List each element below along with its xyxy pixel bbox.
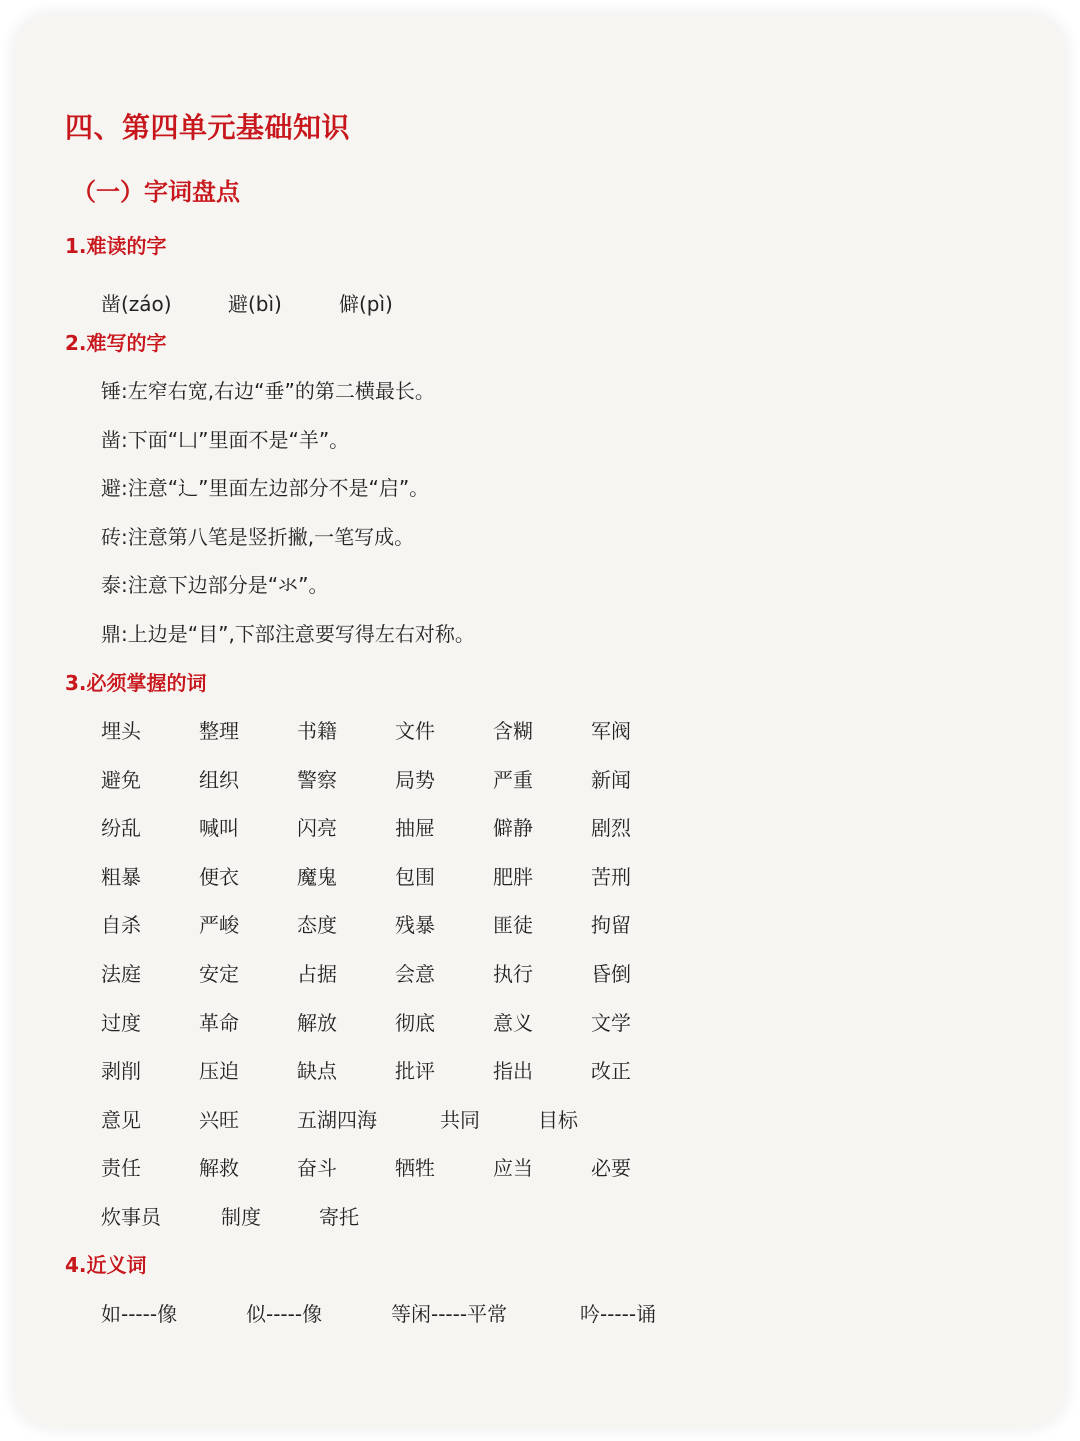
vocab-word: 喊叫 <box>199 816 239 840</box>
vocab-word: 自杀 <box>101 913 141 937</box>
vocab-word: 解救 <box>199 1156 239 1180</box>
page-card <box>14 14 1066 1427</box>
vocab-word: 意见 <box>101 1108 141 1132</box>
pinyin-item: 避(bì) <box>228 292 282 316</box>
vocab-word: 拘留 <box>591 913 631 937</box>
writing-note: 凿:下面“凵”里面不是“羊”。 <box>101 428 350 452</box>
vocab-word: 共同 <box>440 1108 480 1132</box>
vocab-word: 态度 <box>297 913 337 937</box>
vocab-word: 寄托 <box>319 1205 359 1229</box>
vocab-word: 避免 <box>101 768 141 792</box>
vocab-word: 法庭 <box>101 962 141 986</box>
vocab-word: 局势 <box>395 768 435 792</box>
vocab-word: 压迫 <box>199 1059 239 1083</box>
vocab-word: 文件 <box>395 719 435 743</box>
vocab-word: 五湖四海 <box>297 1108 377 1132</box>
vocab-word: 文学 <box>591 1011 631 1035</box>
heading-must-master-words: 3.必须掌握的词 <box>65 671 207 695</box>
writing-note: 泰:注意下边部分是“氺”。 <box>101 573 329 597</box>
vocab-word: 残暴 <box>395 913 435 937</box>
heading-hard-to-read: 1.难读的字 <box>65 234 167 258</box>
pinyin-item: 凿(záo) <box>101 292 172 316</box>
vocab-word: 包围 <box>395 865 435 889</box>
vocab-word: 占据 <box>297 962 337 986</box>
vocab-word: 批评 <box>395 1059 435 1083</box>
vocab-word: 严峻 <box>199 913 239 937</box>
vocab-word: 新闻 <box>591 768 631 792</box>
synonym-pair: 如-----像 <box>101 1302 178 1326</box>
document-content <box>14 14 1066 1427</box>
vocab-word: 僻静 <box>493 816 533 840</box>
vocab-word: 军阀 <box>591 719 631 743</box>
vocab-word: 抽屉 <box>395 816 435 840</box>
vocab-word: 应当 <box>493 1156 533 1180</box>
vocab-word: 剧烈 <box>591 816 631 840</box>
vocab-word: 革命 <box>199 1011 239 1035</box>
vocab-word: 组织 <box>199 768 239 792</box>
vocab-word: 闪亮 <box>297 816 337 840</box>
vocab-word: 缺点 <box>297 1059 337 1083</box>
vocab-word: 整理 <box>199 719 239 743</box>
writing-note: 砖:注意第八笔是竖折撇,一笔写成。 <box>101 525 415 549</box>
vocab-word: 肥胖 <box>493 865 533 889</box>
writing-note: 避:注意“辶”里面左边部分不是“启”。 <box>101 476 430 500</box>
page-title: 四、第四单元基础知识 <box>65 111 351 144</box>
section-subtitle: （一）字词盘点 <box>72 178 240 206</box>
vocab-word: 匪徒 <box>493 913 533 937</box>
vocab-word: 必要 <box>591 1156 631 1180</box>
vocab-word: 警察 <box>297 768 337 792</box>
vocab-word: 会意 <box>395 962 435 986</box>
vocab-word: 责任 <box>101 1156 141 1180</box>
vocab-word: 兴旺 <box>199 1108 239 1132</box>
vocab-word: 过度 <box>101 1011 141 1035</box>
vocab-word: 改正 <box>591 1059 631 1083</box>
vocab-word: 埋头 <box>101 719 141 743</box>
writing-note: 鼎:上边是“目”,下部注意要写得左右对称。 <box>101 622 475 646</box>
vocab-word: 彻底 <box>395 1011 435 1035</box>
vocab-word: 牺牲 <box>395 1156 435 1180</box>
vocab-word: 炊事员 <box>101 1205 161 1229</box>
vocab-word: 奋斗 <box>297 1156 337 1180</box>
vocab-word: 纷乱 <box>101 816 141 840</box>
vocab-word: 解放 <box>297 1011 337 1035</box>
vocab-word: 书籍 <box>297 719 337 743</box>
vocab-word: 严重 <box>493 768 533 792</box>
synonym-pair: 吟-----诵 <box>580 1302 657 1326</box>
vocab-word: 安定 <box>199 962 239 986</box>
synonym-pair: 似-----像 <box>246 1302 323 1326</box>
vocab-word: 剥削 <box>101 1059 141 1083</box>
vocab-word: 便衣 <box>199 865 239 889</box>
vocab-word: 魔鬼 <box>297 865 337 889</box>
vocab-word: 意义 <box>493 1011 533 1035</box>
pinyin-item: 僻(pì) <box>339 292 393 316</box>
heading-hard-to-write: 2.难写的字 <box>65 331 167 355</box>
vocab-word: 含糊 <box>493 719 533 743</box>
vocab-word: 指出 <box>493 1059 533 1083</box>
vocab-word: 苦刑 <box>591 865 631 889</box>
vocab-word: 制度 <box>221 1205 261 1229</box>
vocab-word: 执行 <box>493 962 533 986</box>
writing-note: 锤:左窄右宽,右边“垂”的第二横最长。 <box>101 379 435 403</box>
vocab-word: 目标 <box>538 1108 578 1132</box>
vocab-word: 粗暴 <box>101 865 141 889</box>
synonym-pair: 等闲-----平常 <box>391 1302 508 1326</box>
vocab-word: 昏倒 <box>591 962 631 986</box>
heading-synonyms: 4.近义词 <box>65 1253 147 1277</box>
